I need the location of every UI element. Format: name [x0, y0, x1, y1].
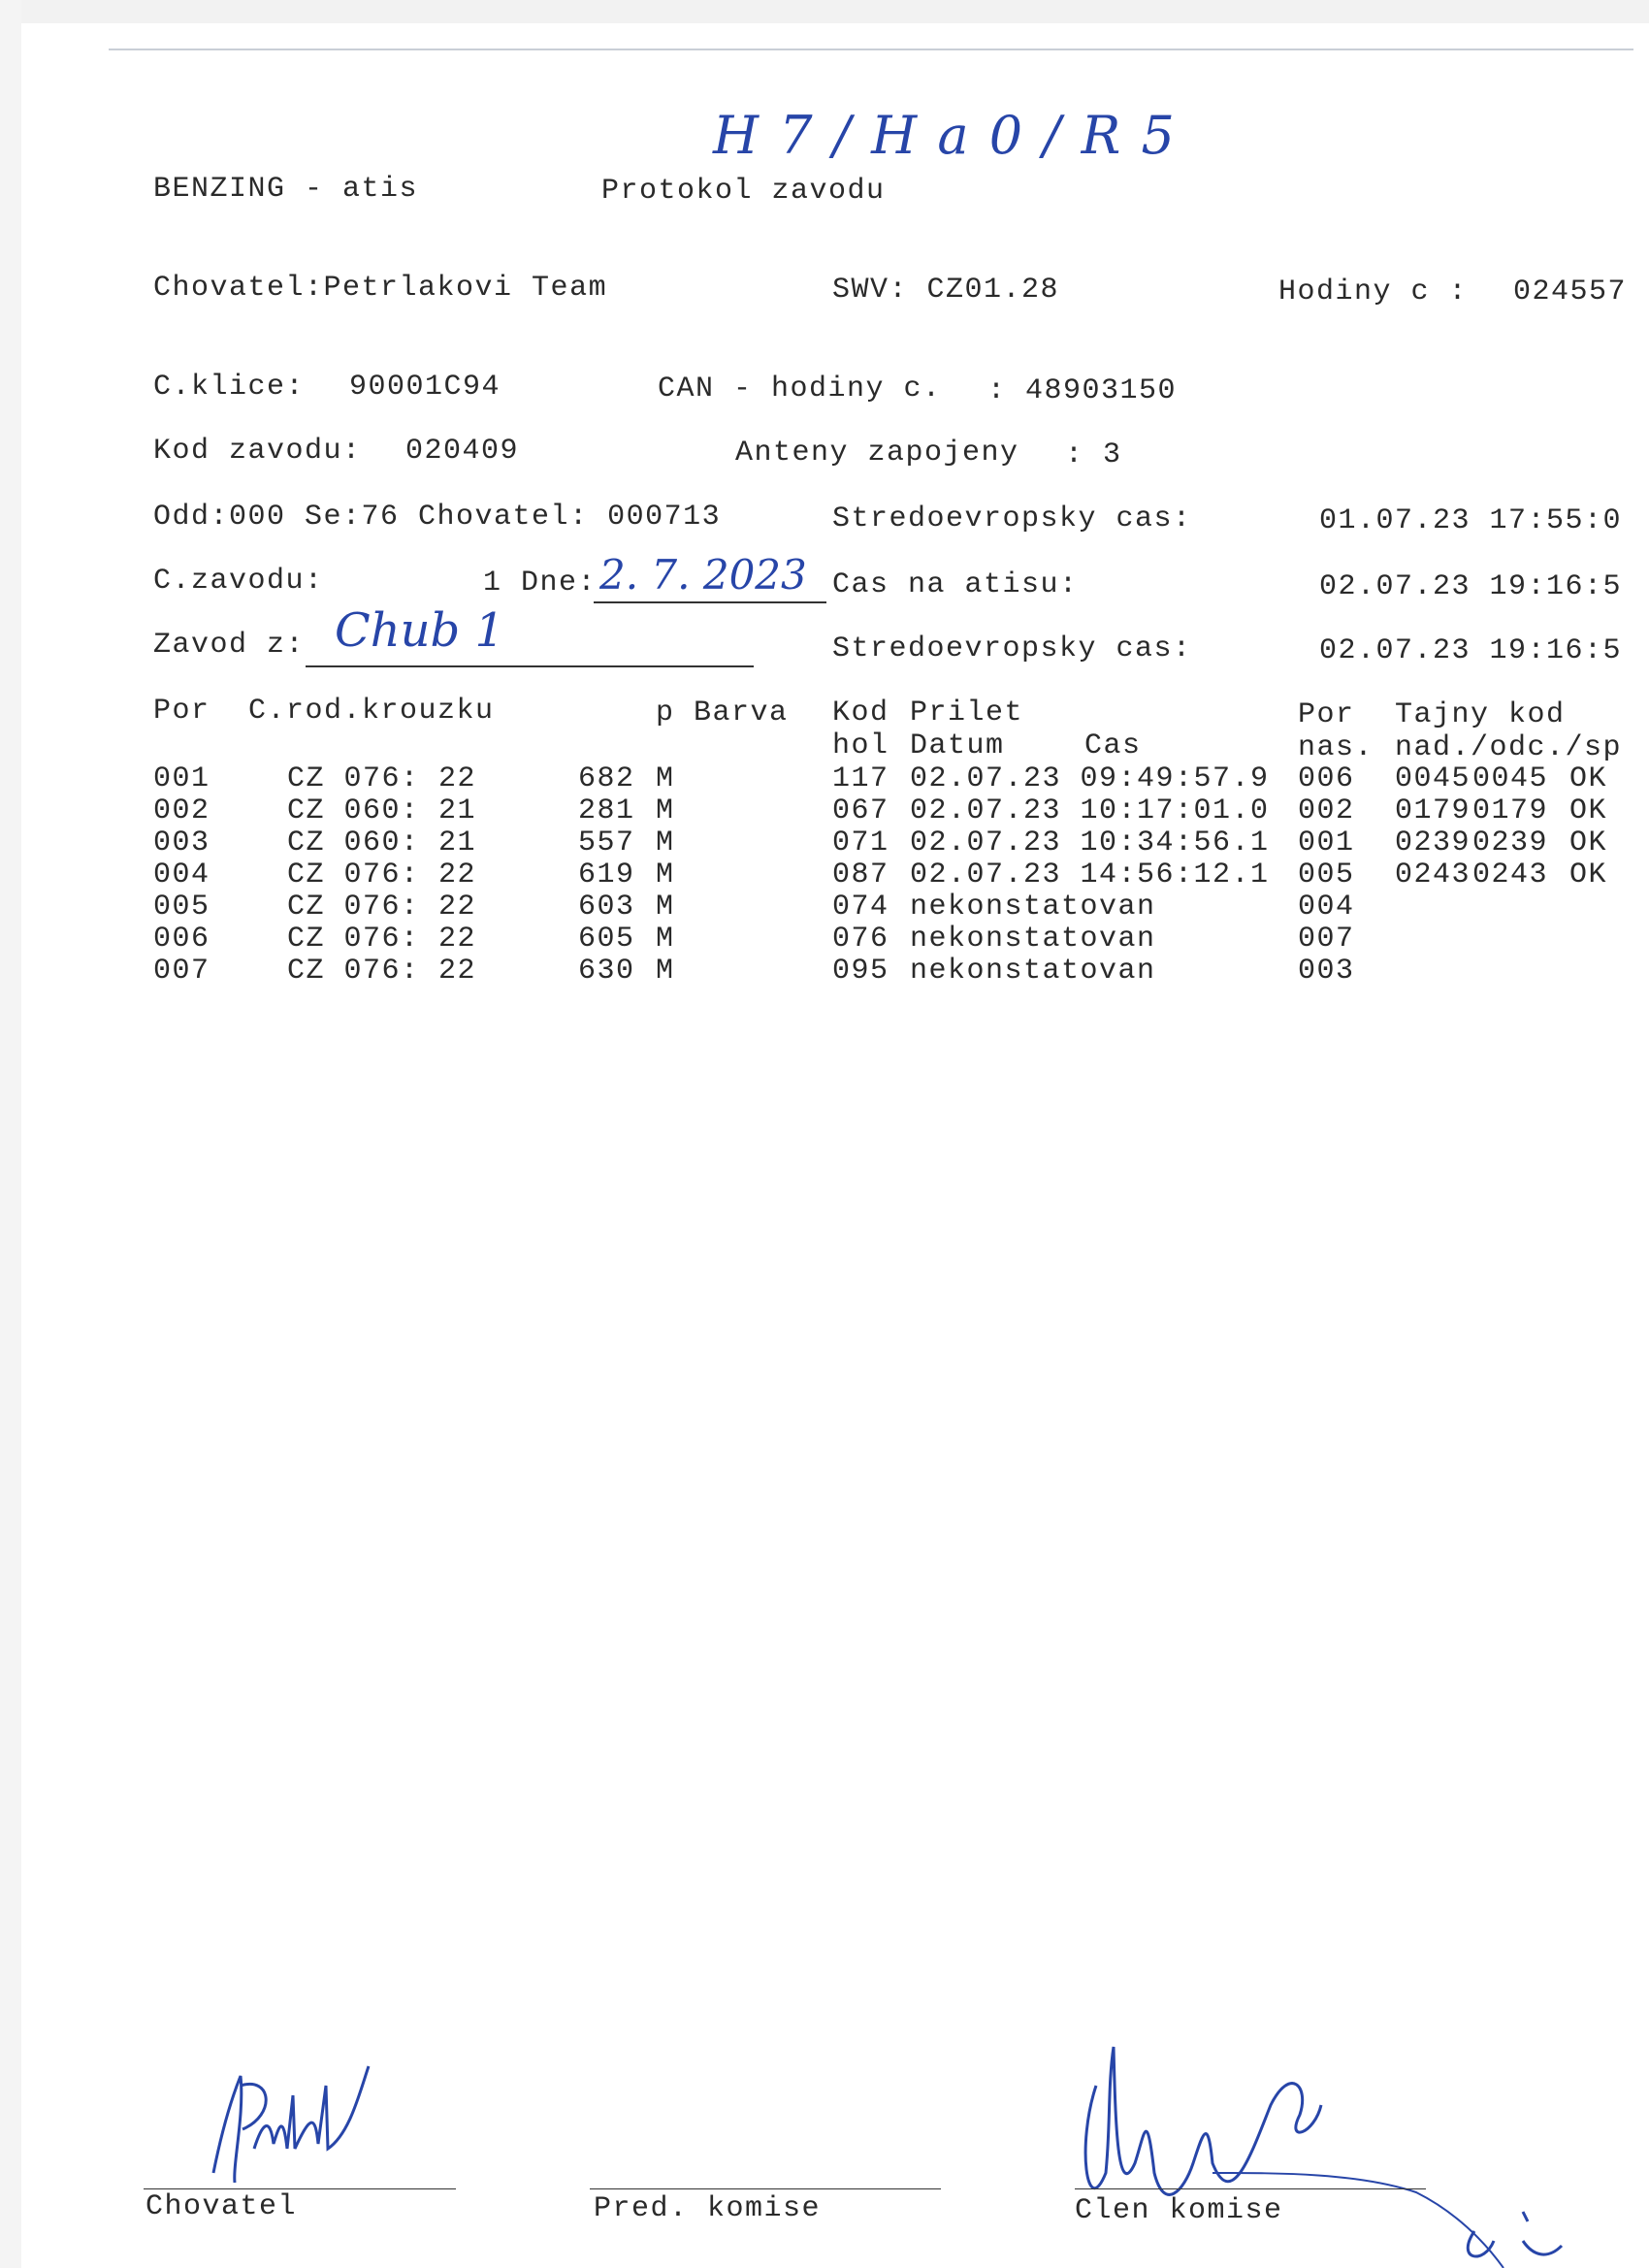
clock-number: 024557 — [1513, 275, 1628, 308]
row-secret-code-2: 0045 — [1472, 762, 1549, 795]
row-arrival: nekonstatovan — [910, 923, 1156, 956]
row-clock-code: 087 — [832, 859, 889, 891]
row-sex: M — [656, 923, 675, 956]
col-header-nas: nas. — [1298, 731, 1374, 764]
row-sex: M — [656, 794, 675, 827]
breeder-signature — [165, 2057, 417, 2202]
table-row — [0, 955, 1649, 988]
row-ring-number: 619 — [578, 859, 635, 891]
col-header-tajny: Tajny kod — [1395, 698, 1566, 731]
table-row — [0, 891, 1649, 923]
row-clock-code: 117 — [832, 762, 889, 795]
row-por: 005 — [153, 891, 210, 923]
key-value: 90001C94 — [349, 371, 501, 404]
document-title: Protokol zavodu — [601, 175, 886, 208]
row-por: 007 — [153, 955, 210, 988]
row-clock-code: 071 — [832, 826, 889, 859]
col-header-prilet: Prilet — [910, 697, 1024, 729]
race-from-label: Zavod z: — [153, 629, 306, 662]
row-status: OK — [1569, 794, 1608, 827]
can-clock-value: : 48903150 — [987, 374, 1178, 407]
scan-edge-left — [0, 0, 21, 2268]
row-secret-code-2: 0243 — [1472, 859, 1549, 891]
row-position: 002 — [1298, 794, 1355, 827]
row-arrival: 02.07.23 10:17:01.0 — [910, 794, 1270, 827]
cet-label-1: Stredoevropsky cas: — [832, 502, 1192, 535]
row-ring: CZ 076: 22 — [287, 923, 477, 956]
table-row — [0, 826, 1649, 859]
row-status: OK — [1569, 859, 1608, 891]
row-por: 004 — [153, 859, 210, 891]
row-position: 006 — [1298, 762, 1355, 795]
swv-version: SWV: CZ01.28 — [832, 274, 1060, 307]
member-signature-line — [1075, 2188, 1426, 2189]
row-por: 001 — [153, 762, 210, 795]
clock-label: Hodiny c : — [1278, 275, 1469, 308]
row-ring-number: 682 — [578, 762, 635, 795]
row-secret-code-2: 0179 — [1472, 794, 1549, 827]
member-signature — [1067, 2027, 1649, 2268]
row-ring: CZ 076: 22 — [287, 955, 477, 988]
race-number-label: C.zavodu: — [153, 565, 324, 598]
col-header-hol: hol — [832, 729, 889, 762]
row-por: 002 — [153, 794, 210, 827]
handwritten-date: 2. 7. 2023 — [599, 551, 807, 599]
table-row — [0, 923, 1649, 956]
antennas-label: Anteny zapojeny — [735, 437, 1019, 470]
atis-time-value: 02.07.23 19:16:5 — [1319, 570, 1623, 603]
row-clock-code: 067 — [832, 794, 889, 827]
row-clock-code: 076 — [832, 923, 889, 956]
row-arrival: nekonstatovan — [910, 891, 1156, 923]
section-breeder-line: Odd:000 Se:76 Chovatel: 000713 — [153, 501, 722, 534]
row-position: 007 — [1298, 923, 1355, 956]
row-secret-code-1: 0239 — [1395, 826, 1471, 859]
row-arrival: nekonstatovan — [910, 955, 1156, 988]
table-row — [0, 794, 1649, 827]
row-secret-code-2: 0239 — [1472, 826, 1549, 859]
system-name: BENZING - atis — [153, 173, 419, 206]
breeder-line: Chovatel:Petrlakovi Team — [153, 272, 608, 305]
atis-time-label: Cas na atisu: — [832, 568, 1079, 601]
col-header-kod: Kod — [832, 697, 889, 729]
handwritten-race-place: Chub 1 — [335, 603, 505, 658]
row-status: OK — [1569, 826, 1608, 859]
chairman-signature-line — [590, 2188, 941, 2189]
table-row — [0, 859, 1649, 891]
race-place-underline — [306, 665, 754, 667]
date-underline — [594, 601, 826, 603]
row-sex: M — [656, 826, 675, 859]
row-sex: M — [656, 955, 675, 988]
row-arrival: 02.07.23 09:49:57.9 — [910, 762, 1270, 795]
cet-label-2: Stredoevropsky cas: — [832, 632, 1192, 665]
row-secret-code-1: 0243 — [1395, 859, 1471, 891]
row-ring-number: 603 — [578, 891, 635, 923]
row-ring-number: 557 — [578, 826, 635, 859]
row-ring: CZ 076: 22 — [287, 859, 477, 891]
key-label: C.klice: — [153, 371, 306, 404]
col-header-nad: nad./odc./sp — [1395, 731, 1623, 764]
table-row — [0, 762, 1649, 795]
row-ring-number: 605 — [578, 923, 635, 956]
row-position: 005 — [1298, 859, 1355, 891]
handwritten-code: H 7 / H a 0 / R 5 — [713, 105, 1177, 166]
cet-value-2: 02.07.23 19:16:5 — [1319, 634, 1623, 667]
row-por: 006 — [153, 923, 210, 956]
member-signature-label: Clen komise — [1075, 2194, 1283, 2227]
row-secret-code-1: 0179 — [1395, 794, 1471, 827]
row-sex: M — [656, 859, 675, 891]
col-header-ring: C.rod.krouzku — [248, 695, 495, 728]
row-ring-number: 630 — [578, 955, 635, 988]
breeder-signature-label: Chovatel — [146, 2190, 298, 2223]
breeder-signature-line — [144, 2188, 456, 2189]
scan-edge-top — [0, 0, 1649, 23]
row-position: 001 — [1298, 826, 1355, 859]
row-ring: CZ 076: 22 — [287, 762, 477, 795]
race-code-label: Kod zavodu: — [153, 435, 362, 468]
race-number-value: 1 Dne: — [483, 567, 598, 599]
row-arrival: 02.07.23 14:56:12.1 — [910, 859, 1270, 891]
can-clock-label: CAN - hodiny c. — [658, 373, 942, 405]
row-sex: M — [656, 891, 675, 923]
row-clock-code: 095 — [832, 955, 889, 988]
row-arrival: 02.07.23 10:34:56.1 — [910, 826, 1270, 859]
row-ring: CZ 076: 22 — [287, 891, 477, 923]
col-header-datum: Datum — [910, 729, 1005, 762]
col-header-por2: Por — [1298, 698, 1355, 731]
row-status: OK — [1569, 762, 1608, 795]
col-header-cas: Cas — [1084, 729, 1142, 762]
row-por: 003 — [153, 826, 210, 859]
row-secret-code-1: 0045 — [1395, 762, 1471, 795]
top-rule — [109, 49, 1633, 50]
row-ring-number: 281 — [578, 794, 635, 827]
chairman-signature-label: Pred. komise — [594, 2192, 822, 2225]
row-clock-code: 074 — [832, 891, 889, 923]
cet-value-1: 01.07.23 17:55:0 — [1319, 504, 1623, 537]
col-header-por: Por — [153, 695, 210, 728]
row-ring: CZ 060: 21 — [287, 826, 477, 859]
row-sex: M — [656, 762, 675, 795]
col-header-sex-color: p Barva — [656, 697, 789, 729]
race-code-value: 020409 — [405, 435, 520, 468]
row-position: 004 — [1298, 891, 1355, 923]
row-position: 003 — [1298, 955, 1355, 988]
row-ring: CZ 060: 21 — [287, 794, 477, 827]
antennas-value: : 3 — [1065, 438, 1122, 471]
